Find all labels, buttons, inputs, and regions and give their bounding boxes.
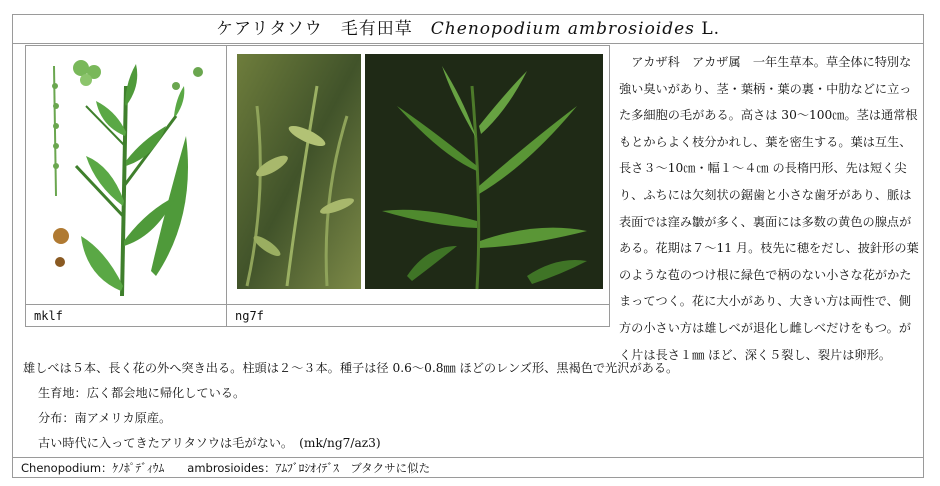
description-lower <box>23 356 913 456</box>
photo-caption-right: ng7f <box>235 309 264 323</box>
etymology-footer <box>13 457 923 477</box>
japanese-name: ケアリタソウ 毛有田草 <box>215 19 413 39</box>
specimen-sheet <box>12 14 924 478</box>
field-photo <box>227 46 609 304</box>
description-side <box>619 49 919 368</box>
description-paragraph: アカザ科 アカザ属 一年生草本。草全体に特別な強い臭いがあり、茎・葉柄・葉の裏・中肋などに立った多細胞の毛がある。高さは 30～100㎝。茎は通常根もとからよく枝分かれし、葉を密生する。葉は互生、長さ３～10㎝・幅１～４㎝ の長楕円形、先は短く尖り、ふちには欠刻状の鋸歯と小さな歯牙があり、脈は表面では窪み皺が多く、裏面には多数の黄色の腺点がある。花期は７～11 月。枝先に穂をだし、披針形の葉のような苞のつけ根に緑色で柄のない小さな花がかたまってつく。花に大小があり、大きい方は両性で、側方の小さい方は雄しべが退化し雌しべだけをもつ。がく片は長さ１㎜ ほど、深く５裂し、裂片は卵形。 <box>619 55 919 362</box>
botanical-illustration-cell <box>26 46 227 304</box>
author-abbrev: L. <box>701 19 721 39</box>
botanical-illustration <box>26 46 226 304</box>
photo-caption-row <box>26 304 609 327</box>
photo-caption-left: mklf <box>26 305 227 327</box>
page-title <box>13 15 923 44</box>
field-photo-cell <box>227 46 609 304</box>
note-line: 古い時代に入ってきたアリタソウは毛がない。 (mk/ng7/az3) <box>38 436 381 450</box>
scientific-name: Chenopodium ambrosioides <box>430 19 695 39</box>
etymology-text: Chenopodium：ｹﾉﾎﾟﾃﾞｨｳﾑ ambrosioides：ｱﾑﾌﾞﾛｼｵｲﾃﾞｽ ブタクサに似た <box>21 461 431 475</box>
photo-table <box>25 45 610 327</box>
distribution-line: 分布：南アメリカ原産。 <box>38 411 172 425</box>
description-continued: 雄しべは５本、長く花の外へ突き出る。柱頭は２～３本。種子は径 0.6～0.8㎜ ほどのレンズ形、黒褐色で光沢がある。 <box>23 361 679 375</box>
habitat-line: 生育地：広く都会地に帰化している。 <box>38 386 246 400</box>
